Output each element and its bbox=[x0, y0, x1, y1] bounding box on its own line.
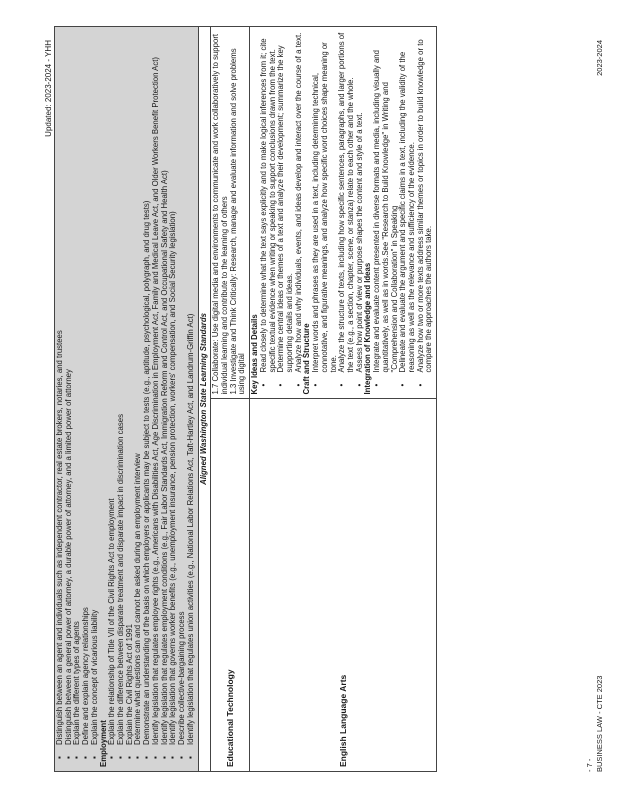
list-item: ▪ Explain the different types of agents bbox=[73, 31, 82, 767]
list-item: • Assess how point of view or purpose shapes the content and style of a text. bbox=[356, 31, 365, 395]
footer-date: 2023-2024 bbox=[595, 40, 604, 76]
list-item: • Delineate and evaluate the argument and specific claims in a text, including the validity of the reasoning as well as the relevance and sufficiency of the evidence. bbox=[399, 31, 416, 395]
list-item: • Determine central ideas or themes of a text and analyze their development; summarize the key supporting details and ideas. bbox=[277, 31, 294, 395]
ela-cell bbox=[250, 27, 437, 400]
list-item: ▪ Identify legislation that governs worker benefits (e.g., unemployment insurance, pension protection, workers' compensation, and Social Security legislation) bbox=[169, 31, 178, 767]
list-item: • Analyze how two or more texts address similar themes or topics in order to build knowledge or to compare the approaches the authors take. bbox=[417, 31, 434, 395]
list-item: • Interpret words and phrases as they are used in a text, including determining technical, connotative, and figurative meanings, and analyze how specific word choices shape meaning or tone. bbox=[312, 31, 338, 395]
list-item: • Integrate and evaluate content presented in diverse formats and media, including visually and quantitatively, as well as in words.See "Research to Build Knowledge" in Writing and "Comprehension and Collaboration" in Speaking bbox=[373, 31, 399, 395]
aligned-standards-title: Aligned Washington State Learning Standards bbox=[198, 27, 211, 772]
list-item: ▪ Identify legislation that regulates union activities (e.g., National Labor Relations Act, Taft-Hartley Act, and Landrum-Griffin Act) bbox=[187, 31, 196, 767]
employment-heading: Employment bbox=[98, 720, 108, 767]
ed-tech-label: Educational Technology bbox=[211, 399, 250, 772]
ed-tech-cell bbox=[211, 27, 250, 400]
ela-label: English Language Arts bbox=[250, 399, 437, 772]
list-item: ▪ Describe collective-bargaining process bbox=[178, 31, 187, 767]
list-item: ▪ Identify legislation that regulates employee rights (e.g., Americans with Disabilities Act, Age Discrimination in Employment Act, Family and Medical Leave Act, and Older Workers Benefit Protection Act) bbox=[152, 31, 161, 767]
course-title: BUSINESS LAW - CTE 2023 bbox=[595, 675, 604, 772]
list-item: ▪ Distinguish between a general power of attorney, a durable power of attorney, and a limited power of attorney bbox=[65, 31, 74, 767]
standards-table bbox=[54, 26, 437, 772]
ed-tech-standard-1: 1.7 Collaborate: Use digital media and environments to communicate and work collaboratively to support individual learning and contribute to the learning of others bbox=[211, 33, 229, 395]
employment-row bbox=[55, 27, 199, 772]
list-item: ▪ Explain the concept of vicarious liability bbox=[91, 31, 100, 767]
ed-tech-standard-2: 1.3 Investigate and Think Critically: Research, manage and evaluate information and solve problems using digital bbox=[228, 48, 247, 395]
list-item: • Read closely to determine what the text says explicitly and to make logical inferences from it; cite specific textual evidence when writing or speaking to support conclusions drawn from the text. bbox=[260, 31, 277, 395]
craft-list bbox=[312, 31, 364, 395]
list-item: ▪ Identify legislation that regulates employment conditions (e.g., Fair Labor Standards Act, Immigration Reform and Control Act, and Occupational Safety and Health Act) bbox=[161, 31, 170, 767]
list-item: ▪ Explain the Civil Rights Act of 1991 bbox=[126, 31, 135, 767]
agency-list bbox=[56, 31, 100, 767]
page-number: - 7 - bbox=[585, 758, 594, 772]
list-item: ▪ Define and explain agency relationships bbox=[82, 31, 91, 767]
key-ideas-heading: Key Ideas and Details bbox=[250, 314, 260, 395]
list-item: ▪ Explain the relationship of Title VII of the Civil Rights Act to employment bbox=[108, 31, 117, 767]
updated-date: Updated: 2023-2024 - YHH bbox=[44, 40, 53, 137]
key-ideas-list bbox=[260, 31, 304, 395]
employment-list bbox=[108, 31, 195, 767]
ed-tech-row bbox=[211, 27, 250, 772]
list-item: ▪ Distinguish between an agent and individuals such as independent contractor, real estate brokers, notaries, and trustees bbox=[56, 31, 65, 767]
integration-list bbox=[373, 31, 434, 395]
integration-heading: Integration of Knowledge and Ideas bbox=[363, 262, 373, 395]
list-item: ▪ Explain the difference between disparate treatment and disparate impact in discrimination cases bbox=[117, 31, 126, 767]
aligned-standards-row bbox=[198, 27, 211, 772]
list-item: • Analyze how and why individuals, events, and ideas develop and interact over the course of a text. bbox=[295, 31, 304, 395]
list-item: ▪ Determine what questions can and cannot be asked during an employment interview bbox=[134, 31, 143, 767]
list-item: ▪ Demonstrate an understanding of the basis on which employers or applicants may be subject to tests (e.g., aptitude, psychological, polygraph, and drug tests) bbox=[143, 31, 152, 767]
list-item: • Analyze the structure of texts, including how specific sentences, paragraphs, and larger portions of the text (e.g., a section, chapter, scene, or stanza) relate to each other and the whole. bbox=[338, 31, 355, 395]
craft-heading: Craft and Structure bbox=[302, 323, 312, 395]
employment-cell bbox=[55, 27, 199, 772]
ela-row bbox=[250, 27, 437, 772]
